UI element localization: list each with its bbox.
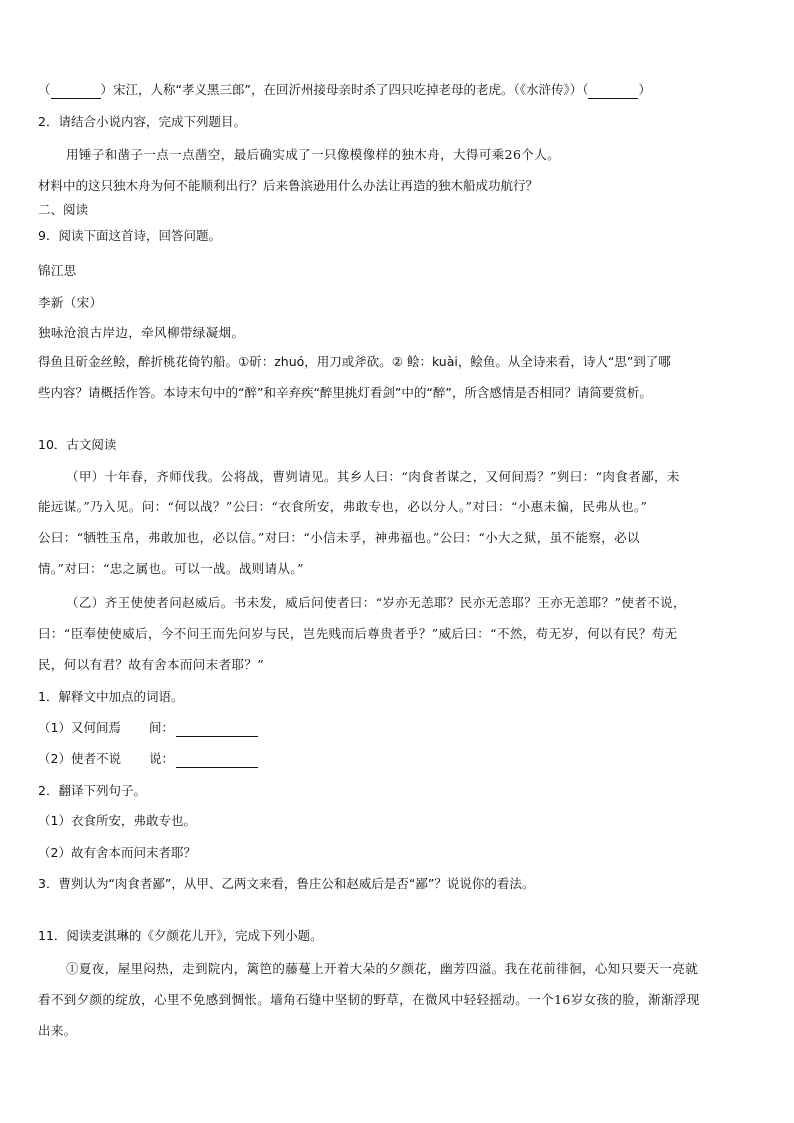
answer-blank[interactable] xyxy=(176,723,258,737)
question-line-songjiang xyxy=(38,81,758,99)
passage-yi-line: 曰：“臣奉使使威后，今不问王而先问岁与民，岂先贱而后尊贵者乎？”威后曰：“不然，苟无岁，何以有民？苟无 xyxy=(38,626,678,641)
question-text: 材料中的这只独木舟为何不能顺利出行？后来鲁滨逊用什么办法让再造的独木船成功航行？ xyxy=(38,178,539,193)
bracket-open: （ xyxy=(38,82,51,97)
poem-author: 李新（宋） xyxy=(38,295,103,310)
subquestion-2-item-1: （1）衣食所安，弗敢专也。 xyxy=(38,813,196,828)
answer-blank[interactable] xyxy=(176,754,258,768)
bracket-close: ） xyxy=(638,82,651,97)
poem-line: 独咏沧浪古岸边，牵风柳带绿凝烟。 xyxy=(38,325,245,340)
subquestion-1: 1．解释文中加点的词语。 xyxy=(38,689,184,704)
item-prompt: 间： xyxy=(148,720,174,735)
subquestion-1-item-2 xyxy=(38,750,758,768)
answer-blank[interactable] xyxy=(588,85,638,99)
poem-title: 锦江思 xyxy=(38,263,77,278)
passage-yi-line: 民，何以有君？故有舍本而问末者耶？” xyxy=(38,657,265,672)
passage-jia-line: 公曰：“牺牲玉帛，弗敢加也，必以信。”对曰：“小信未孚，神弗福也。”公曰：“小大之狱，虽不能察，必以 xyxy=(38,530,640,545)
question-2-heading: 2．请结合小说内容，完成下列题目。 xyxy=(38,114,246,129)
subquestion-1-item-1 xyxy=(38,719,758,737)
item-label: （1）又何间焉 xyxy=(38,720,121,735)
essay-paragraph-line: 出来。 xyxy=(38,1023,77,1038)
passage-jia-line: 能远谋。”乃入见。问：“何以战？”公曰：“衣食所安，弗敢专也，必以分人。”对曰：“小惠未徧，民弗从也。” xyxy=(38,499,648,514)
essay-paragraph-line: ①夏夜，屋里闷热，走到院内，篱笆的藤蔓上开着大朵的夕颜花，幽芳四溢。我在花前徘徊，心知只要天一亮就 xyxy=(66,961,699,976)
essay-paragraph-line: 看不到夕颜的绽放，心里不免感到惆怅。墙角石缝中坚韧的野草，在微风中轻轻摇动。一个16岁女孩的脸，渐渐浮现 xyxy=(38,992,700,1007)
subquestion-2: 2．翻译下列句子。 xyxy=(38,783,146,798)
item-prompt: 说： xyxy=(148,751,174,766)
passage-jia-line: （甲）十年春，齐师伐我。公将战，曹刿请见。其乡人曰：“肉食者谋之，又何间焉？”刿曰：“肉食者鄙，未 xyxy=(66,469,680,484)
poem-notes-and-question: 得鱼且斫金丝鲙，醉折桃花倚钓船。①斫：zhuó，用刀或斧砍。② 鲙：kuài，鲙鱼。从全诗来看，诗人“思”到了哪 xyxy=(38,354,671,369)
question-10-heading: 10．古文阅读 xyxy=(38,437,117,452)
section-heading: 二、阅读 xyxy=(38,202,89,217)
line-text: ）宋江，人称“孝义黑三郎”，在回沂州接母亲时杀了四只吃掉老母的老虎。（《水浒传》）（ xyxy=(100,82,589,97)
subquestion-2-item-2: （2）故有舍本而问末者耶？ xyxy=(38,845,196,860)
question-9-heading: 9．阅读下面这首诗，回答问题。 xyxy=(38,228,221,243)
passage-yi-line: （乙）齐王使使者问赵威后。书未发，威后问使者曰：“岁亦无恙耶？民亦无恙耶？王亦无恙耶？”使者不说， xyxy=(66,595,686,610)
question-11-heading: 11．阅读麦淇琳的《夕颜花儿开》，完成下列小题。 xyxy=(38,928,323,943)
poem-question-cont: 些内容？请概括作答。本诗末句中的“醉”和辛弃疾“醉里挑灯看剑”中的“醉”，所含感情是否相同？请简要赏析。 xyxy=(38,385,652,400)
passage-jia-line: 情。”对曰：“忠之属也。可以一战。战则请从。” xyxy=(38,561,304,576)
material-quote: 用锤子和凿子一点一点凿空，最后确实成了一只像模像样的独木舟，大得可乘26个人。 xyxy=(66,147,561,162)
subquestion-3: 3．曹刿认为“肉食者鄙”，从甲、乙两文来看，鲁庄公和赵威后是否“鄙”？说说你的看法。 xyxy=(38,876,535,891)
answer-blank[interactable] xyxy=(51,85,101,99)
item-label: （2）使者不说 xyxy=(38,751,121,766)
